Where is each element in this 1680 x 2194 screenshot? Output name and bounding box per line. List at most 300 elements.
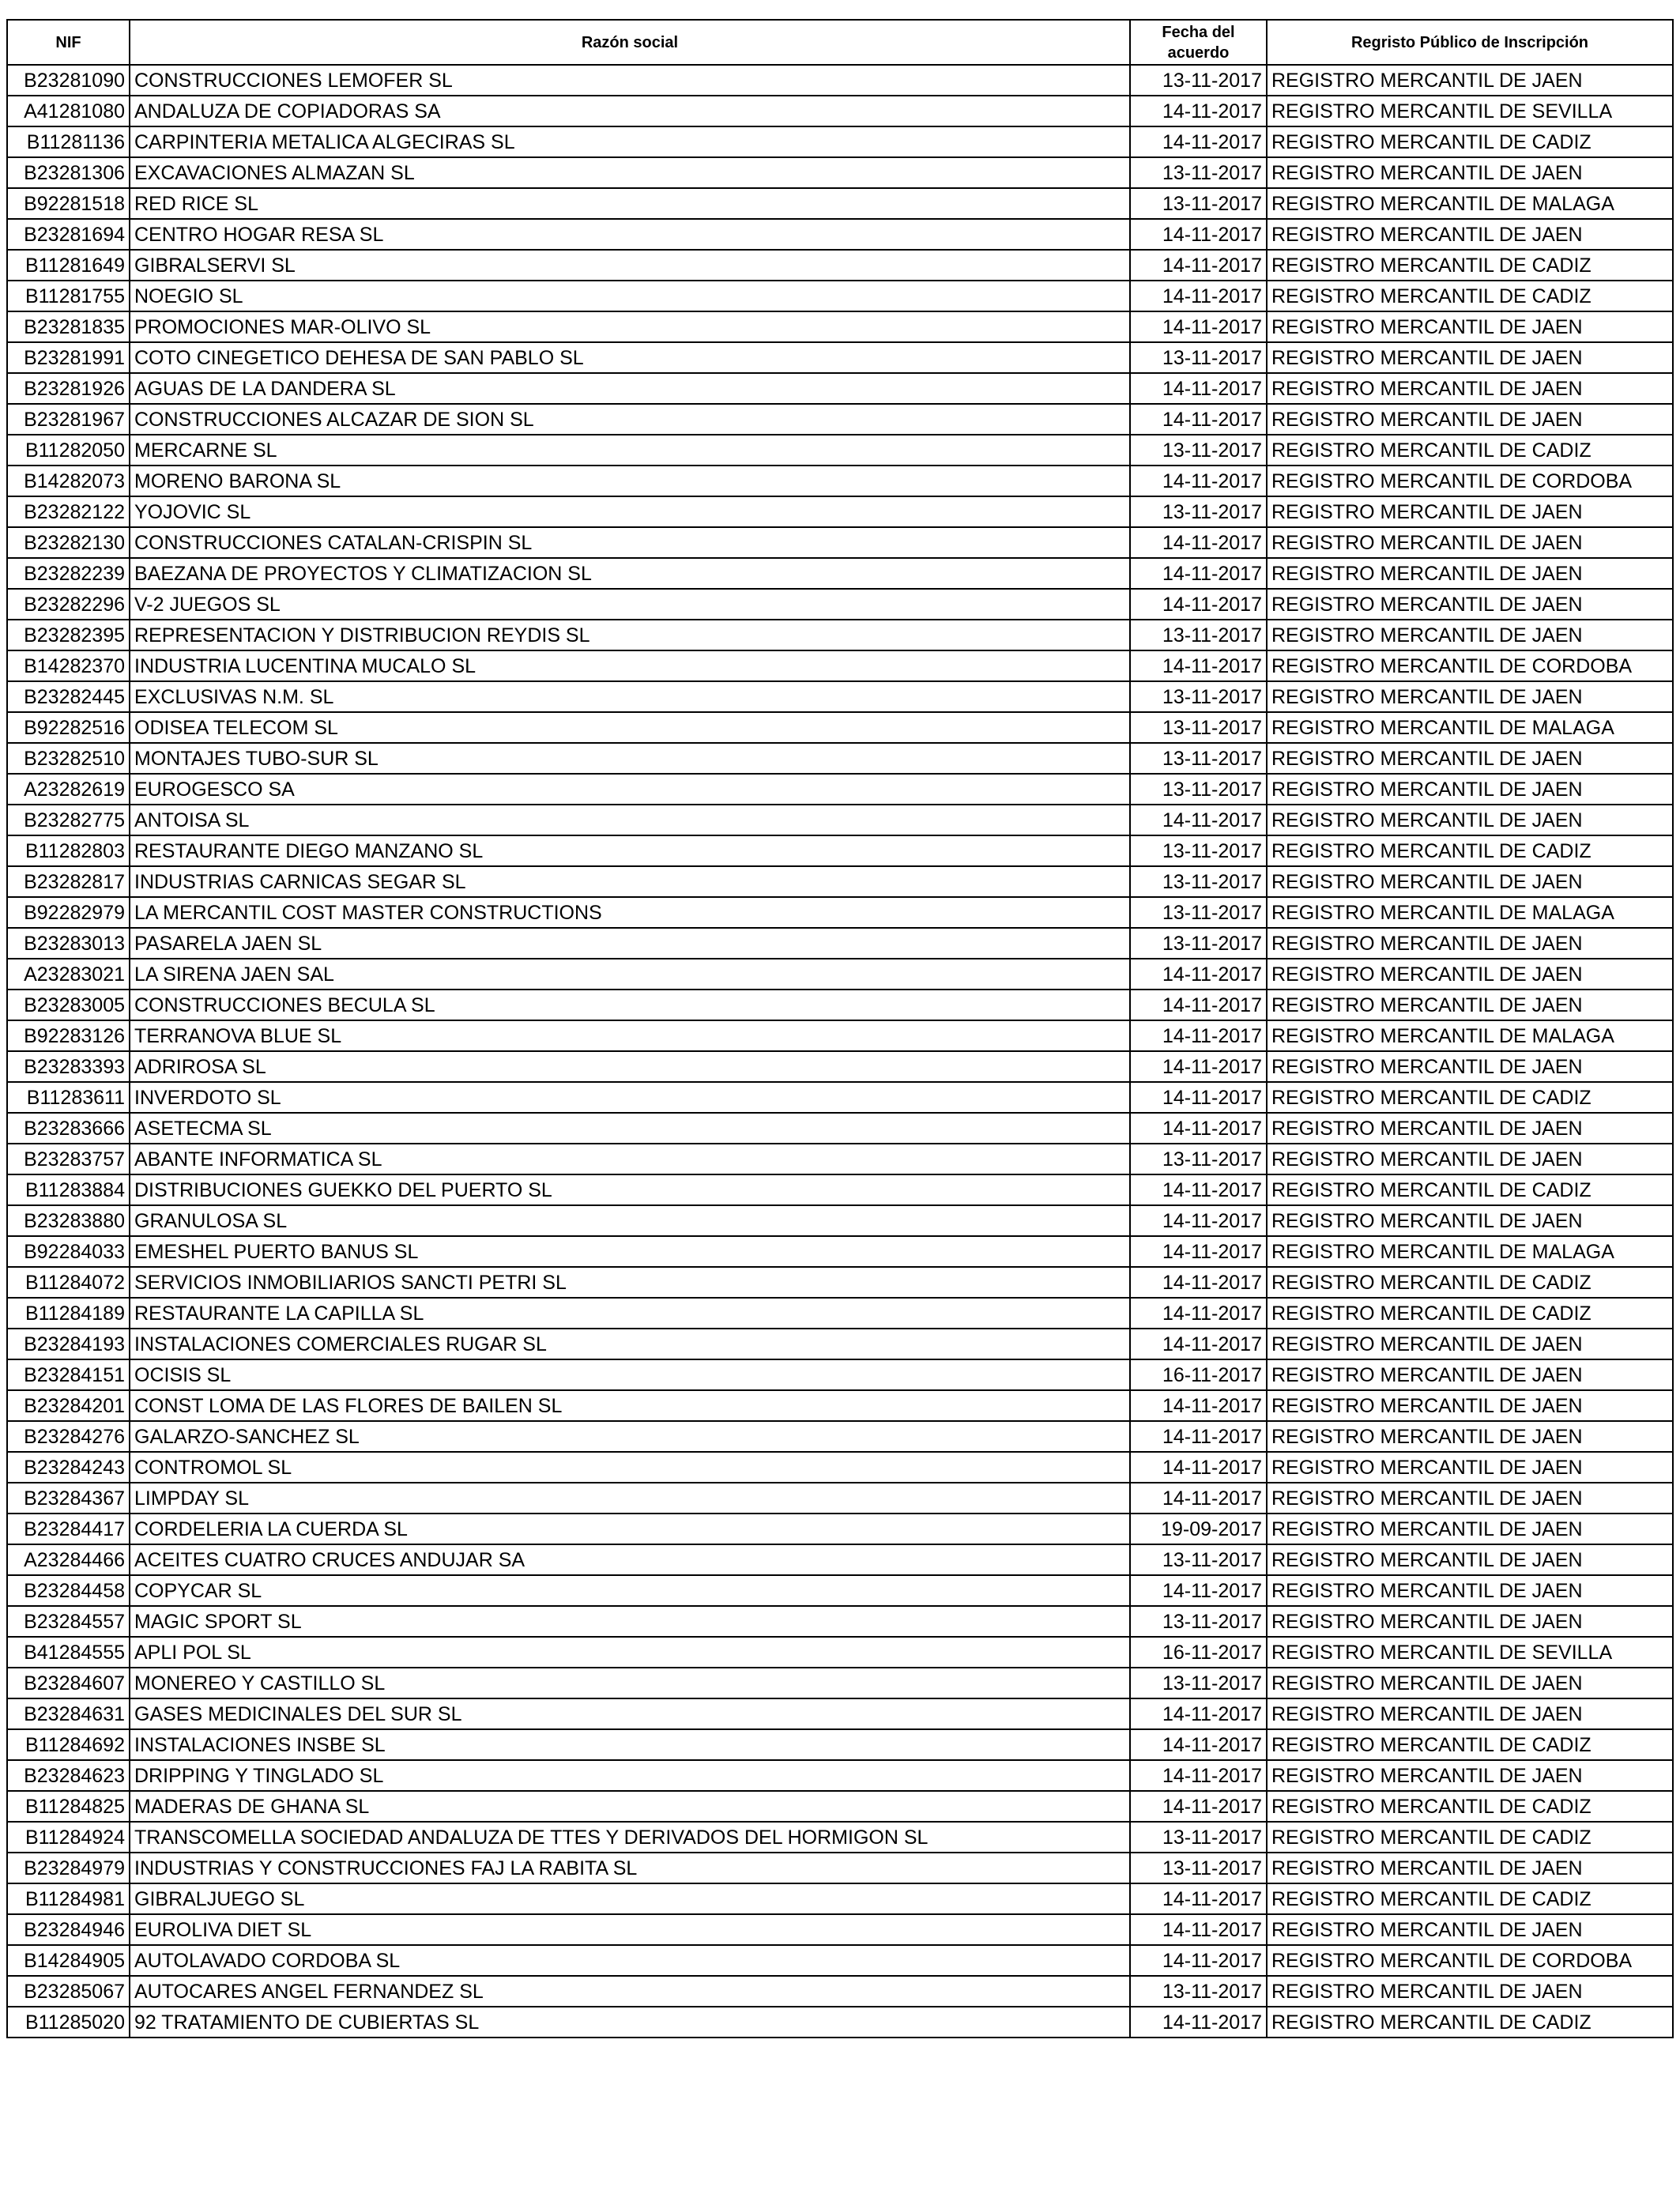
name-cell: GIBRALSERVI SL — [130, 250, 1130, 281]
name-cell: DRIPPING Y TINGLADO SL — [130, 1760, 1130, 1791]
nif-cell: B92281518 — [7, 188, 130, 219]
table-row — [7, 650, 1673, 681]
name-cell: ACEITES CUATRO CRUCES ANDUJAR SA — [130, 1544, 1130, 1575]
date-cell: 14-11-2017 — [1130, 250, 1267, 281]
nif-cell: B23281926 — [7, 373, 130, 404]
nif-cell: B23282122 — [7, 496, 130, 527]
table-row — [7, 1082, 1673, 1113]
registry-cell: REGISTRO MERCANTIL DE JAEN — [1267, 805, 1673, 835]
date-cell: 14-11-2017 — [1130, 373, 1267, 404]
nif-cell: B23284979 — [7, 1853, 130, 1883]
date-cell: 14-11-2017 — [1130, 466, 1267, 496]
name-cell: LIMPDAY SL — [130, 1483, 1130, 1514]
nif-cell: A41281080 — [7, 96, 130, 126]
date-cell: 14-11-2017 — [1130, 1390, 1267, 1421]
table-row — [7, 1452, 1673, 1483]
nif-cell: B23284276 — [7, 1421, 130, 1452]
header-razon-social: Razón social — [130, 20, 1130, 65]
name-cell: PASARELA JAEN SL — [130, 928, 1130, 959]
date-cell: 13-11-2017 — [1130, 1976, 1267, 2007]
nif-cell: B23284193 — [7, 1329, 130, 1359]
name-cell: GRANULOSA SL — [130, 1205, 1130, 1236]
nif-cell: B11285020 — [7, 2007, 130, 2038]
date-cell: 14-11-2017 — [1130, 1883, 1267, 1914]
table-row — [7, 1883, 1673, 1914]
date-cell: 13-11-2017 — [1130, 1853, 1267, 1883]
registry-cell: REGISTRO MERCANTIL DE CADIZ — [1267, 126, 1673, 157]
table-row — [7, 1606, 1673, 1637]
nif-cell: B23284607 — [7, 1668, 130, 1698]
registry-cell: REGISTRO MERCANTIL DE JAEN — [1267, 1113, 1673, 1144]
date-cell: 13-11-2017 — [1130, 774, 1267, 805]
name-cell: INDUSTRIAS Y CONSTRUCCIONES FAJ LA RABITA SL — [130, 1853, 1130, 1883]
date-cell: 13-11-2017 — [1130, 1144, 1267, 1174]
nif-cell: B11284981 — [7, 1883, 130, 1914]
name-cell: MONEREO Y CASTILLO SL — [130, 1668, 1130, 1698]
nif-cell: B23282130 — [7, 527, 130, 558]
registry-cell: REGISTRO MERCANTIL DE JAEN — [1267, 1760, 1673, 1791]
date-cell: 14-11-2017 — [1130, 1113, 1267, 1144]
nif-cell: B23281090 — [7, 65, 130, 96]
registry-cell: REGISTRO MERCANTIL DE JAEN — [1267, 65, 1673, 96]
date-cell: 13-11-2017 — [1130, 928, 1267, 959]
name-cell: INSTALACIONES INSBE SL — [130, 1729, 1130, 1760]
registry-cell: REGISTRO MERCANTIL DE JAEN — [1267, 527, 1673, 558]
date-cell: 14-11-2017 — [1130, 1421, 1267, 1452]
date-cell: 13-11-2017 — [1130, 712, 1267, 743]
table-row — [7, 435, 1673, 466]
table-row — [7, 527, 1673, 558]
name-cell: SERVICIOS INMOBILIARIOS SANCTI PETRI SL — [130, 1267, 1130, 1298]
name-cell: TRANSCOMELLA SOCIEDAD ANDALUZA DE TTES Y DERIVADOS DEL HORMIGON SL — [130, 1822, 1130, 1853]
date-cell: 14-11-2017 — [1130, 650, 1267, 681]
registry-cell: REGISTRO MERCANTIL DE CORDOBA — [1267, 650, 1673, 681]
name-cell: REPRESENTACION Y DISTRIBUCION REYDIS SL — [130, 620, 1130, 650]
name-cell: GALARZO-SANCHEZ SL — [130, 1421, 1130, 1452]
name-cell: COPYCAR SL — [130, 1575, 1130, 1606]
registry-cell: REGISTRO MERCANTIL DE CORDOBA — [1267, 1945, 1673, 1976]
registry-cell: REGISTRO MERCANTIL DE MALAGA — [1267, 1236, 1673, 1267]
nif-cell: B11281649 — [7, 250, 130, 281]
table-row — [7, 1174, 1673, 1205]
name-cell: MAGIC SPORT SL — [130, 1606, 1130, 1637]
table-row — [7, 558, 1673, 589]
registry-cell: REGISTRO MERCANTIL DE CADIZ — [1267, 1082, 1673, 1113]
registry-cell: REGISTRO MERCANTIL DE CADIZ — [1267, 835, 1673, 866]
registry-cell: REGISTRO MERCANTIL DE MALAGA — [1267, 712, 1673, 743]
name-cell: PROMOCIONES MAR-OLIVO SL — [130, 311, 1130, 342]
date-cell: 13-11-2017 — [1130, 835, 1267, 866]
header-registro: Regristo Público de Inscripción — [1267, 20, 1673, 65]
date-cell: 14-11-2017 — [1130, 1945, 1267, 1976]
registry-cell: REGISTRO MERCANTIL DE JAEN — [1267, 774, 1673, 805]
table-row — [7, 496, 1673, 527]
table-row — [7, 990, 1673, 1020]
date-cell: 13-11-2017 — [1130, 743, 1267, 774]
nif-cell: B23281967 — [7, 404, 130, 435]
table-row — [7, 805, 1673, 835]
table-row — [7, 126, 1673, 157]
date-cell: 14-11-2017 — [1130, 805, 1267, 835]
table-row — [7, 250, 1673, 281]
date-cell: 13-11-2017 — [1130, 897, 1267, 928]
nif-cell: B23283393 — [7, 1051, 130, 1082]
registry-cell: REGISTRO MERCANTIL DE SEVILLA — [1267, 1637, 1673, 1668]
nif-cell: B11284189 — [7, 1298, 130, 1329]
nif-cell: B11282050 — [7, 435, 130, 466]
table-row — [7, 219, 1673, 250]
nif-cell: B23281306 — [7, 157, 130, 188]
registry-cell: REGISTRO MERCANTIL DE JAEN — [1267, 1329, 1673, 1359]
nif-cell: A23284466 — [7, 1544, 130, 1575]
nif-cell: B23284557 — [7, 1606, 130, 1637]
table-row — [7, 897, 1673, 928]
date-cell: 14-11-2017 — [1130, 1236, 1267, 1267]
table-row — [7, 188, 1673, 219]
name-cell: NOEGIO SL — [130, 281, 1130, 311]
nif-cell: B23283666 — [7, 1113, 130, 1144]
table-row — [7, 1298, 1673, 1329]
date-cell: 14-11-2017 — [1130, 126, 1267, 157]
date-cell: 14-11-2017 — [1130, 1051, 1267, 1082]
name-cell: EXCAVACIONES ALMAZAN SL — [130, 157, 1130, 188]
name-cell: AUTOCARES ANGEL FERNANDEZ SL — [130, 1976, 1130, 2007]
date-cell: 13-11-2017 — [1130, 620, 1267, 650]
date-cell: 14-11-2017 — [1130, 281, 1267, 311]
table-row — [7, 774, 1673, 805]
table-row — [7, 404, 1673, 435]
registry-cell: REGISTRO MERCANTIL DE JAEN — [1267, 1606, 1673, 1637]
registry-cell: REGISTRO MERCANTIL DE JAEN — [1267, 311, 1673, 342]
date-cell: 14-11-2017 — [1130, 1729, 1267, 1760]
name-cell: MERCARNE SL — [130, 435, 1130, 466]
date-cell: 14-11-2017 — [1130, 1483, 1267, 1514]
table-row — [7, 1791, 1673, 1822]
name-cell: LA SIRENA JAEN SAL — [130, 959, 1130, 990]
table-row — [7, 681, 1673, 712]
nif-cell: B23281694 — [7, 219, 130, 250]
date-cell: 13-11-2017 — [1130, 157, 1267, 188]
nif-cell: B23284623 — [7, 1760, 130, 1791]
registry-cell: REGISTRO MERCANTIL DE JAEN — [1267, 1421, 1673, 1452]
nif-cell: A23282619 — [7, 774, 130, 805]
table-row — [7, 928, 1673, 959]
registry-cell: REGISTRO MERCANTIL DE JAEN — [1267, 1853, 1673, 1883]
table-row — [7, 1267, 1673, 1298]
name-cell: RESTAURANTE DIEGO MANZANO SL — [130, 835, 1130, 866]
name-cell: EUROGESCO SA — [130, 774, 1130, 805]
registry-cell: REGISTRO MERCANTIL DE CADIZ — [1267, 1883, 1673, 1914]
name-cell: EMESHEL PUERTO BANUS SL — [130, 1236, 1130, 1267]
date-cell: 14-11-2017 — [1130, 1298, 1267, 1329]
nif-cell: B11284072 — [7, 1267, 130, 1298]
date-cell: 14-11-2017 — [1130, 1914, 1267, 1945]
registry-cell: REGISTRO MERCANTIL DE JAEN — [1267, 1205, 1673, 1236]
nif-cell: A23283021 — [7, 959, 130, 990]
name-cell: CARPINTERIA METALICA ALGECIRAS SL — [130, 126, 1130, 157]
header-row — [7, 20, 1673, 65]
name-cell: EUROLIVA DIET SL — [130, 1914, 1130, 1945]
date-cell: 19-09-2017 — [1130, 1514, 1267, 1544]
table-row — [7, 1637, 1673, 1668]
name-cell: INDUSTRIA LUCENTINA MUCALO SL — [130, 650, 1130, 681]
nif-cell: B11284924 — [7, 1822, 130, 1853]
name-cell: APLI POL SL — [130, 1637, 1130, 1668]
registry-cell: REGISTRO MERCANTIL DE JAEN — [1267, 1144, 1673, 1174]
name-cell: CENTRO HOGAR RESA SL — [130, 219, 1130, 250]
table-row — [7, 1945, 1673, 1976]
nif-cell: B11284692 — [7, 1729, 130, 1760]
registry-cell: REGISTRO MERCANTIL DE JAEN — [1267, 1359, 1673, 1390]
table-row — [7, 1544, 1673, 1575]
date-cell: 14-11-2017 — [1130, 1082, 1267, 1113]
nif-cell: B23283005 — [7, 990, 130, 1020]
date-cell: 14-11-2017 — [1130, 1760, 1267, 1791]
name-cell: 92 TRATAMIENTO DE CUBIERTAS SL — [130, 2007, 1130, 2038]
table-row — [7, 866, 1673, 897]
date-cell: 14-11-2017 — [1130, 527, 1267, 558]
registry-cell: REGISTRO MERCANTIL DE CADIZ — [1267, 1174, 1673, 1205]
name-cell: CONSTRUCCIONES BECULA SL — [130, 990, 1130, 1020]
table-row — [7, 1236, 1673, 1267]
date-cell: 14-11-2017 — [1130, 558, 1267, 589]
name-cell: INSTALACIONES COMERCIALES RUGAR SL — [130, 1329, 1130, 1359]
table-row — [7, 1390, 1673, 1421]
nif-cell: B14282073 — [7, 466, 130, 496]
date-cell: 13-11-2017 — [1130, 1606, 1267, 1637]
registry-cell: REGISTRO MERCANTIL DE JAEN — [1267, 219, 1673, 250]
nif-cell: B23281835 — [7, 311, 130, 342]
table-row — [7, 1205, 1673, 1236]
registry-cell: REGISTRO MERCANTIL DE CADIZ — [1267, 1729, 1673, 1760]
date-cell: 14-11-2017 — [1130, 1452, 1267, 1483]
name-cell: ANDALUZA DE COPIADORAS SA — [130, 96, 1130, 126]
table-row — [7, 589, 1673, 620]
table-row — [7, 342, 1673, 373]
registry-cell: REGISTRO MERCANTIL DE JAEN — [1267, 1698, 1673, 1729]
nif-cell: B11281136 — [7, 126, 130, 157]
date-cell: 13-11-2017 — [1130, 65, 1267, 96]
registry-cell: REGISTRO MERCANTIL DE JAEN — [1267, 157, 1673, 188]
nif-cell: B23282395 — [7, 620, 130, 650]
header-nif: NIF — [7, 20, 130, 65]
name-cell: AUTOLAVADO CORDOBA SL — [130, 1945, 1130, 1976]
table-row — [7, 1113, 1673, 1144]
name-cell: DISTRIBUCIONES GUEKKO DEL PUERTO SL — [130, 1174, 1130, 1205]
date-cell: 16-11-2017 — [1130, 1637, 1267, 1668]
registry-cell: REGISTRO MERCANTIL DE JAEN — [1267, 589, 1673, 620]
registry-cell: REGISTRO MERCANTIL DE SEVILLA — [1267, 96, 1673, 126]
nif-cell: B23284151 — [7, 1359, 130, 1390]
name-cell: ANTOISA SL — [130, 805, 1130, 835]
registry-cell: REGISTRO MERCANTIL DE MALAGA — [1267, 897, 1673, 928]
name-cell: AGUAS DE LA DANDERA SL — [130, 373, 1130, 404]
table-row — [7, 157, 1673, 188]
name-cell: CONST LOMA DE LAS FLORES DE BAILEN SL — [130, 1390, 1130, 1421]
table-row — [7, 1359, 1673, 1390]
nif-cell: B92283126 — [7, 1020, 130, 1051]
date-cell: 14-11-2017 — [1130, 589, 1267, 620]
name-cell: CONSTRUCCIONES ALCAZAR DE SION SL — [130, 404, 1130, 435]
registry-table — [6, 19, 1674, 2038]
nif-cell: B11282803 — [7, 835, 130, 866]
table-row — [7, 959, 1673, 990]
date-cell: 14-11-2017 — [1130, 1575, 1267, 1606]
table-row — [7, 1051, 1673, 1082]
name-cell: V-2 JUEGOS SL — [130, 589, 1130, 620]
registry-cell: REGISTRO MERCANTIL DE CADIZ — [1267, 2007, 1673, 2038]
registry-cell: REGISTRO MERCANTIL DE CADIZ — [1267, 250, 1673, 281]
registry-cell: REGISTRO MERCANTIL DE JAEN — [1267, 1051, 1673, 1082]
registry-cell: REGISTRO MERCANTIL DE CADIZ — [1267, 1822, 1673, 1853]
nif-cell: B14284905 — [7, 1945, 130, 1976]
table-row — [7, 466, 1673, 496]
name-cell: TERRANOVA BLUE SL — [130, 1020, 1130, 1051]
date-cell: 14-11-2017 — [1130, 1698, 1267, 1729]
registry-cell: REGISTRO MERCANTIL DE JAEN — [1267, 342, 1673, 373]
registry-cell: REGISTRO MERCANTIL DE JAEN — [1267, 496, 1673, 527]
name-cell: GASES MEDICINALES DEL SUR SL — [130, 1698, 1130, 1729]
registry-cell: REGISTRO MERCANTIL DE JAEN — [1267, 404, 1673, 435]
table-row — [7, 2007, 1673, 2038]
nif-cell: B23282296 — [7, 589, 130, 620]
date-cell: 13-11-2017 — [1130, 681, 1267, 712]
registry-cell: REGISTRO MERCANTIL DE CADIZ — [1267, 1791, 1673, 1822]
name-cell: ODISEA TELECOM SL — [130, 712, 1130, 743]
registry-cell: REGISTRO MERCANTIL DE JAEN — [1267, 928, 1673, 959]
date-cell: 13-11-2017 — [1130, 435, 1267, 466]
nif-cell: B41284555 — [7, 1637, 130, 1668]
date-cell: 13-11-2017 — [1130, 342, 1267, 373]
name-cell: INDUSTRIAS CARNICAS SEGAR SL — [130, 866, 1130, 897]
table-row — [7, 1020, 1673, 1051]
registry-cell: REGISTRO MERCANTIL DE JAEN — [1267, 620, 1673, 650]
registry-cell: REGISTRO MERCANTIL DE JAEN — [1267, 1976, 1673, 2007]
nif-cell: B23284458 — [7, 1575, 130, 1606]
nif-cell: B23282445 — [7, 681, 130, 712]
table-row — [7, 1976, 1673, 2007]
table-row — [7, 1144, 1673, 1174]
name-cell: LA MERCANTIL COST MASTER CONSTRUCTIONS — [130, 897, 1130, 928]
name-cell: INVERDOTO SL — [130, 1082, 1130, 1113]
table-row — [7, 1760, 1673, 1791]
date-cell: 13-11-2017 — [1130, 1668, 1267, 1698]
table-row — [7, 1914, 1673, 1945]
date-cell: 14-11-2017 — [1130, 1791, 1267, 1822]
registry-cell: REGISTRO MERCANTIL DE JAEN — [1267, 1452, 1673, 1483]
date-cell: 14-11-2017 — [1130, 1205, 1267, 1236]
registry-cell: REGISTRO MERCANTIL DE JAEN — [1267, 373, 1673, 404]
name-cell: YOJOVIC SL — [130, 496, 1130, 527]
registry-cell: REGISTRO MERCANTIL DE JAEN — [1267, 743, 1673, 774]
nif-cell: B92284033 — [7, 1236, 130, 1267]
table-row — [7, 1575, 1673, 1606]
date-cell: 13-11-2017 — [1130, 188, 1267, 219]
name-cell: MORENO BARONA SL — [130, 466, 1130, 496]
nif-cell: B11284825 — [7, 1791, 130, 1822]
name-cell: GIBRALJUEGO SL — [130, 1883, 1130, 1914]
registry-cell: REGISTRO MERCANTIL DE CADIZ — [1267, 1298, 1673, 1329]
registry-cell: REGISTRO MERCANTIL DE MALAGA — [1267, 1020, 1673, 1051]
table-row — [7, 1822, 1673, 1853]
nif-cell: B23284946 — [7, 1914, 130, 1945]
table-row — [7, 1853, 1673, 1883]
nif-cell: B23283757 — [7, 1144, 130, 1174]
nif-cell: B23282817 — [7, 866, 130, 897]
table-row — [7, 1421, 1673, 1452]
nif-cell: B11281755 — [7, 281, 130, 311]
name-cell: MONTAJES TUBO-SUR SL — [130, 743, 1130, 774]
table-row — [7, 96, 1673, 126]
name-cell: ABANTE INFORMATICA SL — [130, 1144, 1130, 1174]
table-row — [7, 1514, 1673, 1544]
date-cell: 14-11-2017 — [1130, 96, 1267, 126]
registry-cell: REGISTRO MERCANTIL DE JAEN — [1267, 866, 1673, 897]
table-row — [7, 743, 1673, 774]
name-cell: CORDELERIA LA CUERDA SL — [130, 1514, 1130, 1544]
registry-cell: REGISTRO MERCANTIL DE JAEN — [1267, 1668, 1673, 1698]
date-cell: 14-11-2017 — [1130, 219, 1267, 250]
nif-cell: B23281991 — [7, 342, 130, 373]
table-row — [7, 1668, 1673, 1698]
nif-cell: B14282370 — [7, 650, 130, 681]
date-cell: 14-11-2017 — [1130, 2007, 1267, 2038]
registry-cell: REGISTRO MERCANTIL DE JAEN — [1267, 1514, 1673, 1544]
table-row — [7, 620, 1673, 650]
date-cell: 14-11-2017 — [1130, 1267, 1267, 1298]
nif-cell: B23285067 — [7, 1976, 130, 2007]
nif-cell: B23284631 — [7, 1698, 130, 1729]
name-cell: RED RICE SL — [130, 188, 1130, 219]
nif-cell: B11283884 — [7, 1174, 130, 1205]
date-cell: 14-11-2017 — [1130, 311, 1267, 342]
nif-cell: B11283611 — [7, 1082, 130, 1113]
name-cell: BAEZANA DE PROYECTOS Y CLIMATIZACION SL — [130, 558, 1130, 589]
name-cell: MADERAS DE GHANA SL — [130, 1791, 1130, 1822]
date-cell: 14-11-2017 — [1130, 1174, 1267, 1205]
table-row — [7, 1329, 1673, 1359]
registry-cell: REGISTRO MERCANTIL DE MALAGA — [1267, 188, 1673, 219]
table-row — [7, 1483, 1673, 1514]
nif-cell: B23282510 — [7, 743, 130, 774]
date-cell: 14-11-2017 — [1130, 1020, 1267, 1051]
name-cell: OCISIS SL — [130, 1359, 1130, 1390]
nif-cell: B23283013 — [7, 928, 130, 959]
registry-cell: REGISTRO MERCANTIL DE JAEN — [1267, 1914, 1673, 1945]
date-cell: 16-11-2017 — [1130, 1359, 1267, 1390]
registry-cell: REGISTRO MERCANTIL DE CADIZ — [1267, 281, 1673, 311]
registry-cell: REGISTRO MERCANTIL DE JAEN — [1267, 681, 1673, 712]
name-cell: RESTAURANTE LA CAPILLA SL — [130, 1298, 1130, 1329]
registry-cell: REGISTRO MERCANTIL DE CORDOBA — [1267, 466, 1673, 496]
registry-cell: REGISTRO MERCANTIL DE CADIZ — [1267, 1267, 1673, 1298]
table-row — [7, 835, 1673, 866]
name-cell: ADRIROSA SL — [130, 1051, 1130, 1082]
nif-cell: B23284243 — [7, 1452, 130, 1483]
date-cell: 14-11-2017 — [1130, 1329, 1267, 1359]
date-cell: 14-11-2017 — [1130, 990, 1267, 1020]
date-cell: 13-11-2017 — [1130, 866, 1267, 897]
registry-cell: REGISTRO MERCANTIL DE JAEN — [1267, 558, 1673, 589]
nif-cell: B23284367 — [7, 1483, 130, 1514]
table-row — [7, 712, 1673, 743]
nif-cell: B92282516 — [7, 712, 130, 743]
registry-cell: REGISTRO MERCANTIL DE JAEN — [1267, 1483, 1673, 1514]
date-cell: 14-11-2017 — [1130, 959, 1267, 990]
registry-cell: REGISTRO MERCANTIL DE JAEN — [1267, 959, 1673, 990]
registry-cell: REGISTRO MERCANTIL DE CADIZ — [1267, 435, 1673, 466]
table-row — [7, 1698, 1673, 1729]
